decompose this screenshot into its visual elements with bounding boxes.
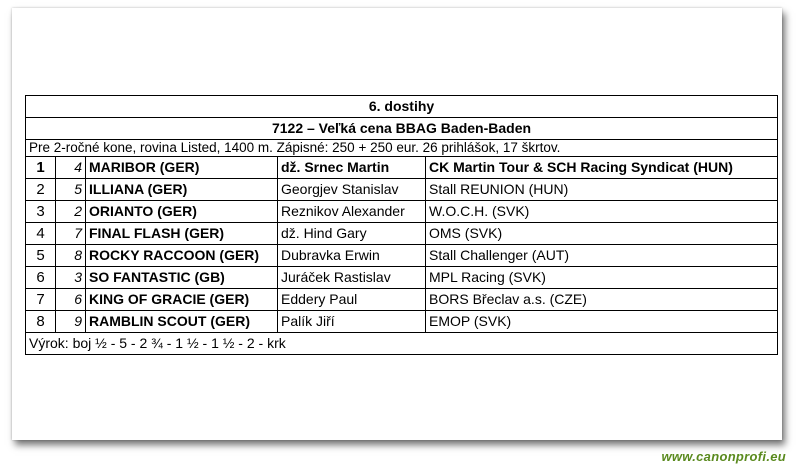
horse-name: ORIANTO (GER) [86, 201, 278, 223]
finish-place: 2 [26, 179, 56, 201]
start-number: 2 [56, 201, 86, 223]
owner-name: Stall REUNION (HUN) [426, 179, 778, 201]
jockey-name: Dubravka Erwin [278, 245, 426, 267]
horse-name: MARIBOR (GER) [86, 157, 278, 179]
owner-name: MPL Racing (SVK) [426, 267, 778, 289]
jockey-name: Reznikov Alexander [278, 201, 426, 223]
result-row [26, 311, 778, 333]
result-row [26, 245, 778, 267]
finish-place: 5 [26, 245, 56, 267]
verdict-row [26, 333, 778, 355]
jockey-name: Juráček Rastislav [278, 267, 426, 289]
result-row [26, 157, 778, 179]
start-number: 3 [56, 267, 86, 289]
verdict-empty-cell [426, 333, 778, 355]
jockey-name: dž. Srnec Martin [278, 157, 426, 179]
race-name-row [26, 118, 778, 140]
owner-name: EMOP (SVK) [426, 311, 778, 333]
jockey-name: Palík Jiří [278, 311, 426, 333]
start-number: 4 [56, 157, 86, 179]
race-conditions-row [26, 140, 778, 157]
jockey-name: Eddery Paul [278, 289, 426, 311]
race-name: 7122 – Veľká cena BBAG Baden-Baden [26, 118, 778, 140]
finish-place: 4 [26, 223, 56, 245]
finish-place: 7 [26, 289, 56, 311]
finish-place: 1 [26, 157, 56, 179]
finish-place: 8 [26, 311, 56, 333]
race-number-row [26, 96, 778, 118]
result-row [26, 267, 778, 289]
result-row [26, 179, 778, 201]
race-verdict: Výrok: boj ½ - 5 - 2 ¾ - 1 ½ - 1 ½ - 2 - krk [26, 333, 426, 355]
race-results-table [25, 95, 778, 355]
watermark: www.canonprofi.eu [661, 449, 786, 464]
horse-name: SO FANTASTIC (GB) [86, 267, 278, 289]
jockey-name: Georgjev Stanislav [278, 179, 426, 201]
horse-name: ROCKY RACCOON (GER) [86, 245, 278, 267]
owner-name: OMS (SVK) [426, 223, 778, 245]
result-row [26, 201, 778, 223]
start-number: 6 [56, 289, 86, 311]
start-number: 8 [56, 245, 86, 267]
horse-name: RAMBLIN SCOUT (GER) [86, 311, 278, 333]
result-row [26, 223, 778, 245]
owner-name: W.O.C.H. (SVK) [426, 201, 778, 223]
result-row [26, 289, 778, 311]
start-number: 5 [56, 179, 86, 201]
horse-name: KING OF GRACIE (GER) [86, 289, 278, 311]
finish-place: 3 [26, 201, 56, 223]
jockey-name: dž. Hind Gary [278, 223, 426, 245]
start-number: 9 [56, 311, 86, 333]
horse-name: FINAL FLASH (GER) [86, 223, 278, 245]
horse-name: ILLIANA (GER) [86, 179, 278, 201]
finish-place: 6 [26, 267, 56, 289]
owner-name: CK Martin Tour & SCH Racing Syndicat (HUN) [426, 157, 778, 179]
start-number: 7 [56, 223, 86, 245]
owner-name: BORS Břeclav a.s. (CZE) [426, 289, 778, 311]
race-number-title: 6. dostihy [26, 96, 778, 118]
race-conditions: Pre 2-ročné kone, rovina Listed, 1400 m. Zápisné: 250 + 250 eur. 26 prihlášok, 17 škrtov. [26, 140, 778, 157]
owner-name: Stall Challenger (AUT) [426, 245, 778, 267]
